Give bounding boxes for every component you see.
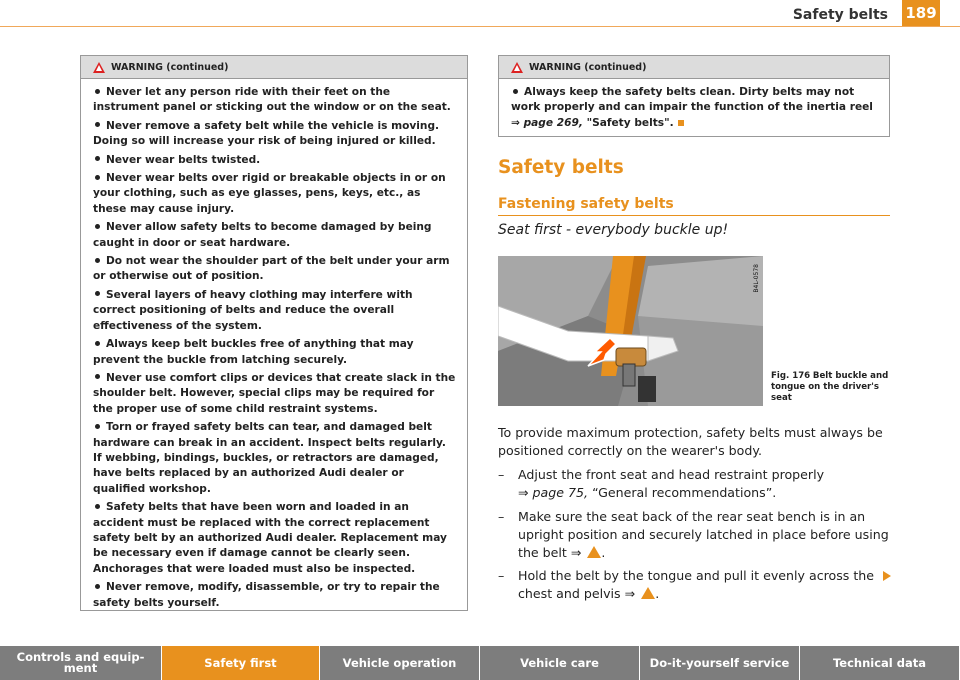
warning-box-left — [80, 55, 468, 611]
warning-item-text: Never let any person ride with their feet on the instrument panel or sticking out the window or on the seat. — [93, 86, 451, 114]
warning-item-text: Never remove, modify, disassemble, or try to repair the safety belts yourself. — [93, 581, 440, 609]
tab-safety-first[interactable]: Safety first — [162, 646, 320, 680]
warning-item-text: Always keep the safety belts clean. Dirty belts may not work properly and can impair the function of the inertia reel — [511, 86, 873, 114]
step-item: – Make sure the seat back of the rear seat bench is in an upright position and securely latched in place before using the belt ⇒ . — [498, 509, 889, 560]
end-of-section-icon — [678, 120, 684, 126]
page-number: 189 — [902, 0, 940, 26]
page-reference-link[interactable]: ⇒ page 75, — [518, 485, 589, 500]
warning-item-text: Never wear belts twisted. — [106, 153, 261, 166]
warning-item-text: Never allow safety belts to become damaged by being caught in door or seat hardware. — [93, 221, 432, 249]
subsection-title: Fastening safety belts — [498, 196, 674, 212]
warning-item — [93, 420, 457, 497]
dash-marker: – — [498, 509, 505, 524]
dash-marker: – — [498, 568, 505, 583]
figure-caption — [771, 371, 891, 404]
lead-text: Seat first - everybody buckle up! — [498, 222, 729, 238]
tab-controls-and-equipment[interactable]: Controls and equip-ment — [0, 646, 162, 680]
step-item — [498, 466, 890, 502]
bullet-icon — [95, 424, 100, 429]
continue-arrow-icon — [883, 571, 891, 581]
dash-marker: – — [498, 467, 505, 482]
tab-vehicle-care[interactable]: Vehicle care — [480, 646, 640, 680]
header-rule — [0, 26, 960, 27]
tab-technical-data[interactable]: Technical data — [800, 646, 960, 680]
warning-triangle-icon[interactable] — [641, 587, 655, 599]
warning-item — [93, 220, 457, 251]
step-item: – Hold the belt by the tongue and pull it evenly across the chest and pelvis ⇒ . — [498, 568, 875, 601]
figure-belt-buckle — [498, 256, 763, 406]
bullet-icon — [95, 584, 100, 589]
bullet-icon — [513, 89, 518, 94]
warning-item-text: Never use comfort clips or devices that create slack in the shoulder belt. However, special clips may be required for the proper use of some child restraint systems. — [93, 371, 456, 415]
warning-heading-text: WARNING (continued) — [111, 61, 229, 73]
warning-list — [499, 79, 889, 140]
warning-item-text: Do not wear the shoulder part of the belt under your arm or otherwise out of position. — [93, 255, 450, 283]
page-reference-link[interactable]: ⇒ page 269, — [511, 116, 583, 129]
bullet-icon — [95, 504, 100, 509]
warning-heading — [499, 56, 889, 79]
warning-item — [93, 153, 457, 168]
bullet-icon — [95, 175, 100, 180]
warning-item — [93, 254, 457, 285]
warning-item — [93, 119, 457, 150]
warning-item — [93, 337, 457, 368]
reference-title: “General recommendations”. — [592, 485, 777, 500]
warning-item-text: Never remove a safety belt while the vehicle is moving. Doing so will increase your risk of being injured or killed. — [93, 119, 440, 148]
warning-heading-text: WARNING (continued) — [529, 61, 647, 73]
warning-box-right — [498, 55, 890, 137]
warning-item-text: Safety belts that have been worn and loaded in an accident must be replaced with the correct replacement safety belt by an authorized Audi dealer. Replacement may be necessary even if damage cannot be clearly seen. Anchorages that were loaded must also be inspected. — [93, 501, 447, 575]
warning-triangle-icon — [93, 62, 105, 73]
warning-item — [511, 85, 879, 131]
warning-item — [93, 500, 457, 577]
bullet-icon — [95, 258, 100, 263]
bullet-icon — [95, 374, 100, 379]
warning-list — [81, 79, 467, 620]
intro-paragraph: To provide maximum protection, safety belts must always be positioned correctly on the wearer's body. — [498, 425, 883, 458]
figure-id: B4L-0578 — [753, 264, 760, 293]
bullet-icon — [95, 156, 100, 161]
reference-title: "Safety belts". — [586, 116, 674, 129]
subsection-rule — [498, 215, 890, 216]
step-text: Make sure the seat back of the rear seat bench is in an upright position and securely latched in place before using the belt ⇒ — [518, 509, 889, 560]
figure-caption-label: Fig. 176 — [771, 371, 811, 381]
bullet-icon — [95, 122, 100, 127]
warning-item-text: Never wear belts over rigid or breakable objects in or on your clothing, such as eye glasses, pens, keys, etc., as these may cause injury. — [93, 172, 446, 215]
figure-caption-text: Belt buckle and tongue on the driver's seat — [771, 371, 889, 403]
bullet-icon — [95, 341, 100, 346]
tab-do-it-yourself-service[interactable]: Do-it-yourself service — [640, 646, 800, 680]
warning-item — [93, 171, 457, 217]
belt-buckle-illustration — [498, 256, 763, 406]
warning-item-text: Always keep belt buckles free of anything that may prevent the buckle from latching securely. — [93, 338, 414, 366]
warning-triangle-icon[interactable] — [587, 546, 601, 558]
warning-item — [93, 288, 457, 334]
warning-item — [93, 371, 457, 417]
warning-item-text: Torn or frayed safety belts can tear, and damaged belt hardware can break in an accident. Inspect belts regularly. If webbing, bindings, buckles, or retractors are damaged, have belts replaced by an authorized Audi dealer or qualified workshop. — [93, 421, 446, 495]
warning-triangle-icon — [511, 62, 523, 73]
section-title: Safety belts — [498, 157, 624, 178]
bullet-icon — [95, 89, 100, 94]
tab-vehicle-operation[interactable]: Vehicle operation — [320, 646, 480, 680]
chapter-tabs — [0, 646, 960, 680]
warning-item — [93, 580, 457, 611]
warning-heading — [81, 56, 467, 79]
page-header — [0, 0, 960, 28]
bullet-icon — [95, 291, 100, 296]
running-title: Safety belts — [792, 7, 888, 23]
warning-item — [93, 85, 457, 116]
warning-item-text: Several layers of heavy clothing may interfere with correct positioning of belts and reduce the overall effectiveness of the system. — [93, 288, 413, 332]
bullet-icon — [95, 224, 100, 229]
step-text: Adjust the front seat and head restraint properly — [518, 467, 825, 482]
step-text: Hold the belt by the tongue and pull it evenly across the chest and pelvis ⇒ — [518, 568, 875, 601]
